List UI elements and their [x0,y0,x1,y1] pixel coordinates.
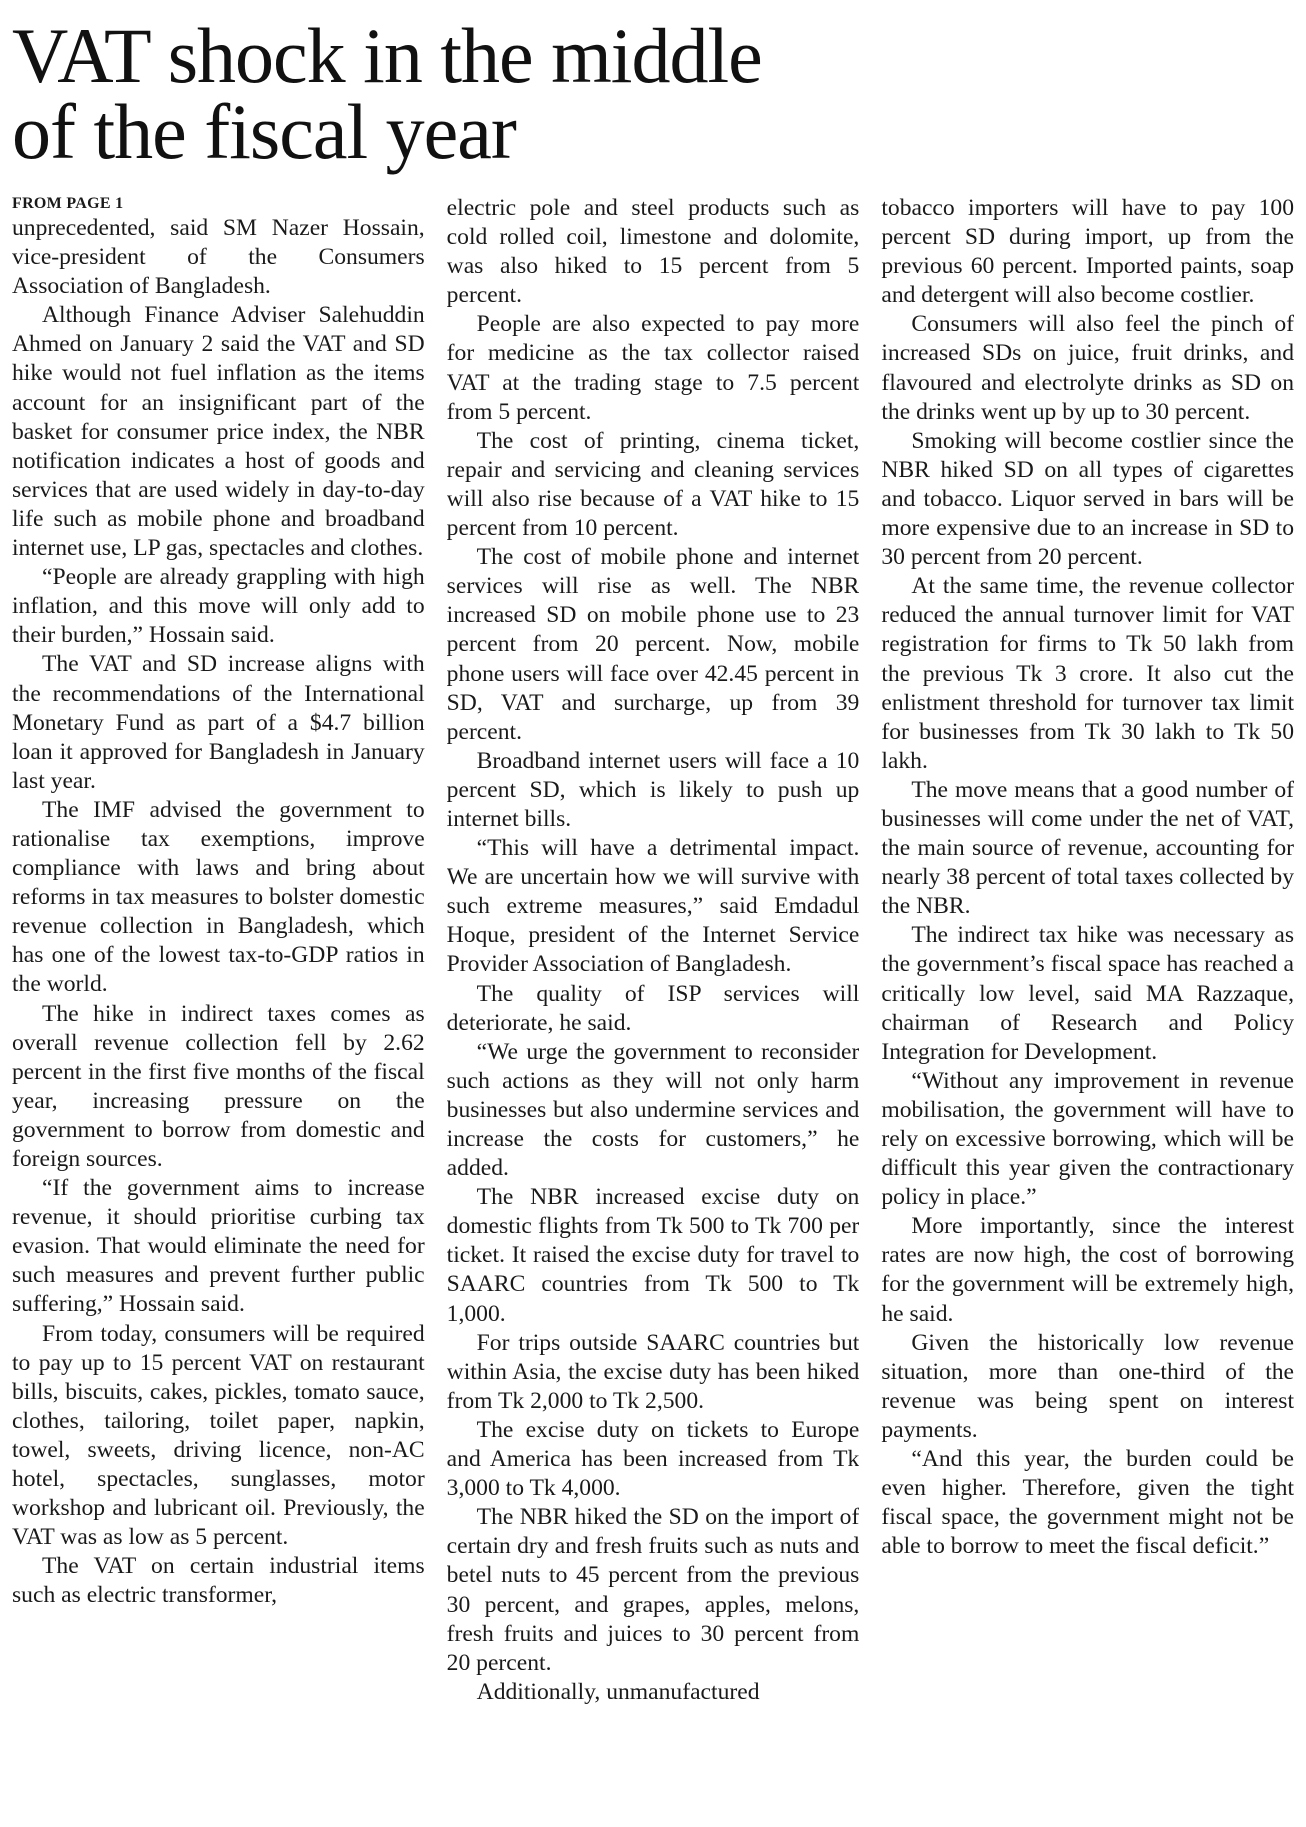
paragraph: The excise duty on tickets to Europe and America has been increased from Tk 3,000 to Tk 4,000. [446,1416,860,1502]
paragraph: More importantly, since the interest rates are now high, the cost of borrowing for the government will be extremely high, he said. [881,1213,1295,1327]
paragraph: Additionally, unmanufactured [476,1678,760,1705]
headline [12,12,1292,175]
paragraph: “People are already grappling with high inflation, and this move will only add to their burden,” Hossain said. [12,564,425,649]
paragraph: Consumers will also feel the pinch of increased SDs on juice, fruit drinks, and flavoured and electrolyte drinks as SD on the drinks went up by up to 30 percent. [881,311,1295,425]
headline-line-2: of the fiscal year [12,88,516,175]
paragraph: The NBR increased excise duty on domestic flights from Tk 500 to Tk 700 per ticket. It raised the excise duty for travel to SAARC countries from Tk 500 to Tk 1,000. [446,1184,860,1327]
paragraph: “Without any improvement in revenue mobilisation, the government will have to rely on excessive borrowing, which will be difficult this year given the contractionary policy in place.” [881,1067,1295,1211]
column-1 [12,194,425,1820]
paragraph: The quality of ISP services will deteriorate, he said. [446,980,860,1036]
paragraph: The NBR hiked the SD on the import of certain dry and fresh fruits such as nuts and betel nuts to 45 percent from the previous 30 percent, and grapes, apples, melons, fresh fruits and juices to 30 percent from 20 percent. [446,1504,860,1676]
paragraph: Given the historically low revenue situation, more than one-third of the revenue was being spent on interest payments. [881,1329,1295,1443]
paragraph: Broadband internet users will face a 10 percent SD, which is likely to push up internet bills. [446,747,860,832]
paragraph: electric pole and steel products such as cold rolled coil, limestone and dolomite, was also hiked to 15 percent from 5 percent. [446,195,860,309]
paragraph: The indirect tax hike was necessary as the government’s fiscal space has reached a critically low level, said MA Razzaque, chairman of Research and Policy Integration for Development. [881,922,1295,1065]
paragraph: The move means that a good number of businesses will come under the net of VAT, the main source of revenue, accounting for nearly 38 percent of total taxes collected by the NBR. [881,776,1295,920]
paragraph: unprecedented, said SM Nazer Hossain, vice-president of the Consumers Association of Bangladesh. [12,215,425,300]
paragraph: The VAT and SD increase aligns with the recommendations of the International Monetary Fund as part of a $4.7 billion loan it approved for Bangladesh in January last year. [12,651,425,794]
paragraph: tobacco importers will have to pay 100 percent SD during import, up from the previous 60 percent. Imported paints, soap and detergent will also become costlier. [881,195,1295,309]
headline-line-1: VAT shock in the middle [12,12,762,99]
jump-label: FROM PAGE 1 [12,195,124,212]
paragraph: People are also expected to pay more for medicine as the tax collector raised VAT at the trading stage to 7.5 percent from 5 percent. [446,311,860,425]
paragraph: The cost of printing, cinema ticket, repair and servicing and cleaning services will also rise because of a VAT hike to 15 percent from 10 percent. [446,427,860,542]
paragraph: The cost of mobile phone and internet services will rise as well. The NBR increased SD on mobile phone use to 23 percent from 20 percent. Now, mobile phone users will face over 42.45 percent in SD, VAT and surcharge, up from 39 percent. [446,544,860,745]
paragraph: The IMF advised the government to rationalise tax exemptions, improve compliance with laws and bring about reforms in tax measures to bolster domestic revenue collection in Bangladesh, which has one of the lowest tax-to-GDP ratios in the world. [12,796,425,998]
paragraph: Although Finance Adviser Salehuddin Ahmed on January 2 said the VAT and SD hike would not fuel inflation as the items account for an insignificant part of the basket for consumer price index, the NBR notification indicates a host of goods and services that are used widely in day-to-day life such as mobile phone and broadband internet use, LP gas, spectacles and clothes. [12,302,425,562]
paragraph: The hike in indirect taxes comes as overall revenue collection fell by 2.62 percent in the first five months of the fiscal year, increasing pressure on the government to borrow from domestic and foreign sources. [12,1000,425,1172]
paragraph: Smoking will become costlier since the NBR hiked SD on all types of cigarettes and tobacco. Liquor served in bars will be more expensive due to an increase in SD to 30 percent from 20 percent. [881,427,1295,571]
paragraph: At the same time, the revenue collector reduced the annual turnover limit for VAT registration for firms to Tk 50 lakh from the previous Tk 3 crore. It also cut the enlistment threshold for turnover tax limit for businesses from Tk 30 lakh to Tk 50 lakh. [881,573,1295,774]
paragraph: “And this year, the burden could be even higher. Therefore, given the tight fiscal space, the government might not be able to borrow to meet the fiscal deficit.” [881,1446,1295,1560]
paragraph: “We urge the government to reconsider such actions as they will not only harm businesses but also undermine services and increase the costs for customers,” he added. [446,1038,860,1182]
paragraph: From today, consumers will be required to pay up to 15 percent VAT on restaurant bills, biscuits, cakes, pickles, tomato sauce, clothes, tailoring, toilet paper, napkin, towel, sweets, driving licence, non-AC hotel, spectacles, sunglasses, motor workshop and lubricant oil. Previously, the VAT was as low as 5 percent. [12,1320,425,1551]
paragraph: For trips outside SAARC countries but within Asia, the excise duty has been hiked from Tk 2,000 to Tk 2,500. [446,1329,860,1414]
paragraph: The VAT on certain industrial items such as electric transformer, [12,1553,425,1609]
paragraph: “This will have a detrimental impact. We are uncertain how we will survive with such extreme measures,” said Emdadul Hoque, president of the Internet Service Provider Association of Bangladesh. [446,835,860,978]
paragraph: “If the government aims to increase revenue, it should prioritise curbing tax evasion. That would eliminate the need for such measures and prevent further public suffering,” Hossain said. [12,1175,425,1318]
column-3 [881,194,1294,1820]
article-columns [12,194,1294,1820]
column-2 [447,194,860,1820]
